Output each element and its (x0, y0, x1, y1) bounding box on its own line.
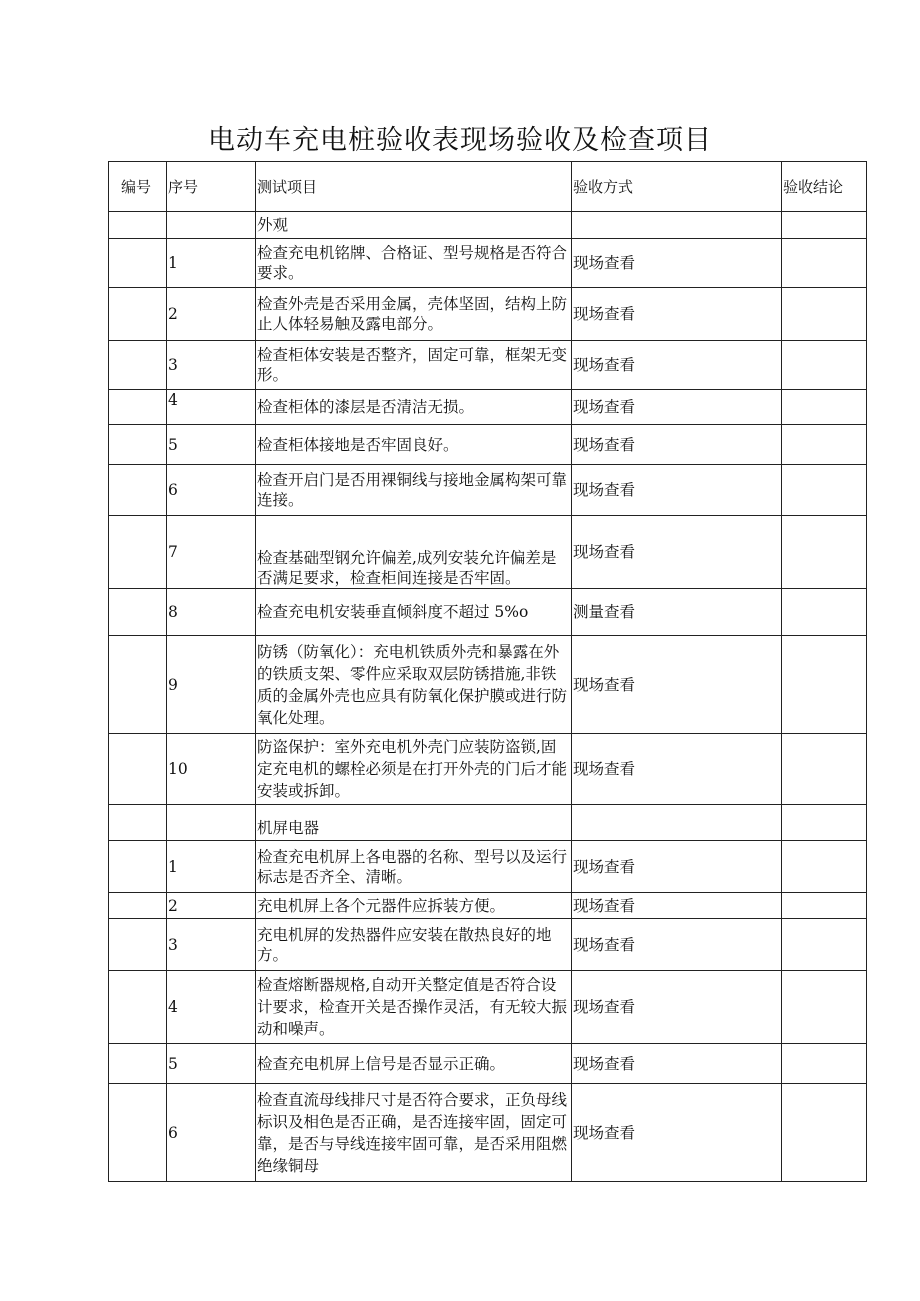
cell-no (109, 971, 167, 1044)
cell-no (109, 212, 167, 239)
header-method: 验收方式 (572, 162, 782, 212)
section-name: 外观 (256, 212, 572, 239)
section-row (109, 212, 867, 239)
cell-conclusion (782, 341, 867, 390)
cell-method: 现场查看 (572, 288, 782, 341)
cell-seq: 2 (167, 893, 256, 919)
cell-seq: 7 (167, 516, 256, 589)
cell-seq: 4 (167, 971, 256, 1044)
cell-method (572, 212, 782, 239)
cell-item: 充电机屏上各个元器件应拆装方便。 (256, 893, 572, 919)
cell-seq: 1 (167, 239, 256, 288)
table-row (109, 425, 867, 465)
cell-conclusion (782, 212, 867, 239)
cell-item: 检查充电机屏上信号是否显示正确。 (256, 1044, 572, 1084)
cell-item: 检查直流母线排尺寸是否符合要求，正负母线标识及相色是否正确，是否连接牢固，固定可靠，是否与导线连接牢固可靠，是否采用阻燃绝缘铜母 (256, 1084, 572, 1182)
cell-method: 现场查看 (572, 919, 782, 971)
cell-method: 现场查看 (572, 636, 782, 734)
cell-item: 检查外壳是否采用金属，壳体坚固，结构上防止人体轻易触及露电部分。 (256, 288, 572, 341)
cell-seq: 4 (167, 390, 256, 425)
section-name: 机屏电器 (256, 805, 572, 841)
cell-method: 现场查看 (572, 390, 782, 425)
table-row (109, 390, 867, 425)
cell-method: 测量查看 (572, 589, 782, 636)
table-row (109, 893, 867, 919)
cell-method: 现场查看 (572, 1084, 782, 1182)
table-row (109, 841, 867, 893)
cell-conclusion (782, 239, 867, 288)
cell-method: 现场查看 (572, 465, 782, 516)
cell-seq: 8 (167, 589, 256, 636)
table-row (109, 919, 867, 971)
cell-no (109, 390, 167, 425)
cell-conclusion (782, 288, 867, 341)
header-conclusion: 验收结论 (782, 162, 867, 212)
cell-conclusion (782, 425, 867, 465)
cell-no (109, 239, 167, 288)
cell-item: 检查充电机屏上各电器的名称、型号以及运行标志是否齐全、清晰。 (256, 841, 572, 893)
cell-no (109, 893, 167, 919)
cell-item: 检查开启门是否用裸铜线与接地金属构架可靠连接。 (256, 465, 572, 516)
cell-conclusion (782, 805, 867, 841)
table-row (109, 971, 867, 1044)
table-row (109, 1084, 867, 1182)
cell-seq (167, 212, 256, 239)
header-no: 编号 (109, 162, 167, 212)
cell-conclusion (782, 465, 867, 516)
cell-method: 现场查看 (572, 841, 782, 893)
table-row (109, 589, 867, 636)
cell-conclusion (782, 589, 867, 636)
cell-conclusion (782, 919, 867, 971)
cell-conclusion (782, 841, 867, 893)
header-item: 测试项目 (256, 162, 572, 212)
table-row (109, 636, 867, 734)
cell-conclusion (782, 1084, 867, 1182)
cell-seq (167, 805, 256, 841)
cell-seq: 9 (167, 636, 256, 734)
cell-item: 检查柜体安装是否整齐，固定可靠，框架无变形。 (256, 341, 572, 390)
acceptance-table (108, 161, 867, 1182)
cell-seq: 1 (167, 841, 256, 893)
cell-item: 检查基础型钢允许偏差,成列安装允许偏差是否满足要求，检查柜间连接是否牢固。 (256, 516, 572, 589)
cell-method: 现场查看 (572, 734, 782, 805)
cell-item: 检查充电机铭牌、合格证、型号规格是否符合要求。 (256, 239, 572, 288)
cell-conclusion (782, 893, 867, 919)
cell-conclusion (782, 1044, 867, 1084)
cell-item: 检查柜体的漆层是否清洁无损。 (256, 390, 572, 425)
table-header-row (109, 162, 867, 212)
cell-method: 现场查看 (572, 893, 782, 919)
table-row (109, 1044, 867, 1084)
cell-no (109, 425, 167, 465)
cell-seq: 6 (167, 465, 256, 516)
cell-no (109, 805, 167, 841)
cell-item: 防盗保护：室外充电机外壳门应装防盗锁,固定充电机的螺栓必须是在打开外壳的门后才能安装或拆卸。 (256, 734, 572, 805)
cell-no (109, 516, 167, 589)
cell-item: 检查熔断器规格,自动开关整定值是否符合设计要求，检查开关是否操作灵活，有无较大振动和噪声。 (256, 971, 572, 1044)
cell-seq: 6 (167, 1084, 256, 1182)
table-row (109, 288, 867, 341)
header-seq: 序号 (167, 162, 256, 212)
cell-seq: 5 (167, 425, 256, 465)
cell-item: 防锈（防氧化）：充电机铁质外壳和暴露在外的铁质支架、零件应采取双层防锈措施,非铁质的金属外壳也应具有防氧化保护膜或进行防氧化处理。 (256, 636, 572, 734)
cell-method (572, 805, 782, 841)
cell-no (109, 734, 167, 805)
cell-method: 现场查看 (572, 516, 782, 589)
section-row (109, 805, 867, 841)
cell-seq: 5 (167, 1044, 256, 1084)
cell-no (109, 589, 167, 636)
cell-item: 检查柜体接地是否牢固良好。 (256, 425, 572, 465)
cell-conclusion (782, 390, 867, 425)
cell-no (109, 465, 167, 516)
cell-no (109, 919, 167, 971)
cell-seq: 3 (167, 341, 256, 390)
cell-no (109, 341, 167, 390)
cell-seq: 2 (167, 288, 256, 341)
cell-conclusion (782, 734, 867, 805)
cell-item: 检查充电机安装垂直倾斜度不超过 5%o (256, 589, 572, 636)
page-title: 电动车充电桩验收表现场验收及检查项目 (208, 125, 712, 156)
cell-method: 现场查看 (572, 341, 782, 390)
cell-no (109, 1044, 167, 1084)
cell-no (109, 288, 167, 341)
table-row (109, 734, 867, 805)
table-row (109, 465, 867, 516)
cell-method: 现场查看 (572, 971, 782, 1044)
cell-method: 现场查看 (572, 239, 782, 288)
cell-no (109, 1084, 167, 1182)
cell-item: 充电机屏的发热器件应安装在散热良好的地方。 (256, 919, 572, 971)
table-row (109, 341, 867, 390)
table-row (109, 239, 867, 288)
cell-conclusion (782, 516, 867, 589)
cell-conclusion (782, 636, 867, 734)
cell-conclusion (782, 971, 867, 1044)
cell-seq: 3 (167, 919, 256, 971)
cell-no (109, 636, 167, 734)
cell-no (109, 841, 167, 893)
cell-method: 现场查看 (572, 1044, 782, 1084)
table-row (109, 516, 867, 589)
cell-seq: 10 (167, 734, 256, 805)
cell-method: 现场查看 (572, 425, 782, 465)
